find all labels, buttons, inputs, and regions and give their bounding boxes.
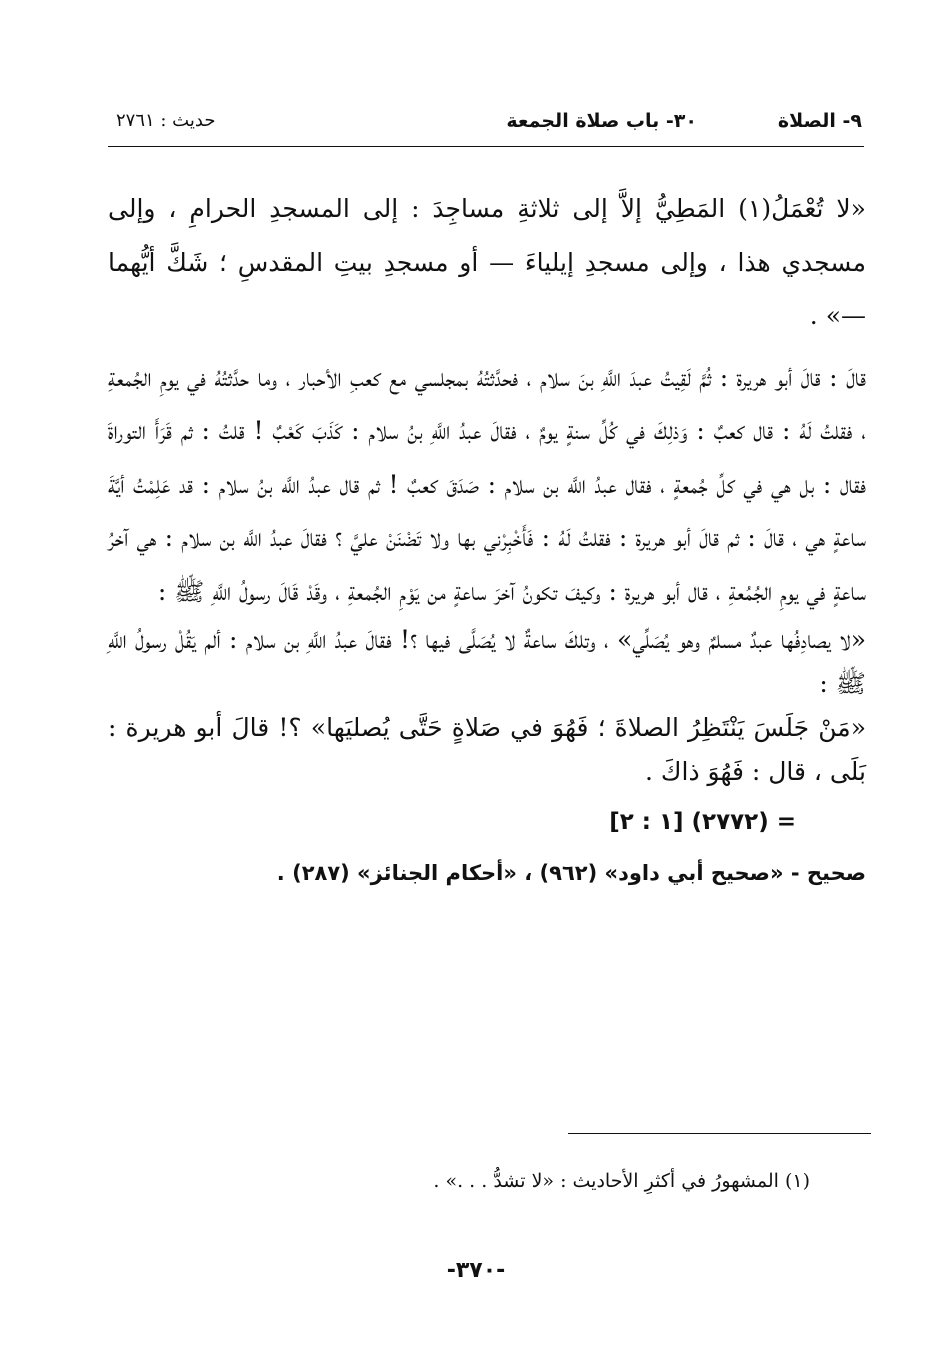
hadith-number: حديث : ٢٧٦١	[116, 110, 216, 131]
running-header	[110, 110, 862, 140]
footnote: (١) المشهورُ في أكثرِ الأحاديث : «لا تشدُّ . . .» .	[433, 1170, 810, 1192]
hadith-text-paragraph: «لا تُعْمَلُ(١) المَطِيُّ إلاَّ إلى ثلاثةِ مساجِدَ : إلى المسجدِ الحرامِ ، وإلى مسجدي هذا ، وإلى مسجدِ إيلياءَ — أو مسجدِ بيتِ المقدسِ ؛ شَكَّ أيُّهما —» .	[108, 194, 866, 330]
narration-paragraph: قالَ : قالَ أبو هريرة : ثُمَّ لَقِيتُ عبدَ اللَّهِ بنَ سلام ، فحدَّثتُهُ بمجلسي مع كعبِ الأحبار ، وما حدَّثتُهُ في يومِ الجُمعةِ ، فقلتُ لَهُ : قال كعبٌ : وَذلِكَ في كُلِّ سنةٍ يومٌ ، فقالَ عبدُ اللَّهِ بنُ سلام : كَذَبَ كَعْبٌ ! قلتُ : ثم قَرَأَ التوراةَ فقال : بل هي في كلِّ جُمعةٍ ، فقال عبدُ اللَّه بن سلام : صَدَقَ كعبٌ ! ثم قال عبدُ اللَّه بنُ سلام : قد عَلِمْتُ أيَّةَ ساعةٍ هي ، قالَ : ثم قالَ أبو هريرة : فقلتُ لَهُ : فَأَخْبِرْني بها ولا تَضْنَنْ عليَّ ؟ فقالَ عبدُ اللَّه بن سلام : هي آخرُ ساعةٍ في يومِ الجُمُعةِ ، قال أبو هريرة : وكيفَ تكونُ آخرَ ساعةٍ من يَوْمِ الجُمعةِ ، وقَدْ قَالَ رسولُ اللَّهِ ﷺ :	[108, 362, 866, 606]
footnote-rule	[568, 1133, 871, 1134]
hadith-grading: صحيح - «صحيح أبي داود» (٩٦٢) ، «أحكام الجنائز» (٢٨٧) .	[276, 861, 866, 885]
chapter-title: ٩- الصلاة	[777, 110, 862, 132]
header-rule	[108, 146, 864, 147]
main-text	[108, 182, 866, 896]
quote-paragraph: «لا يصادِفُها عبدٌ مسلمٌ وهو يُصَلِّي» ، وتلكَ ساعةٌ لا يُصَلَّى فيها ؟! فقالَ عبدُ اللَّهِ بن سلام : ألم يَقُلْ رسولُ اللَّهِ ﷺ :	[108, 625, 866, 698]
quote-paragraph: «مَنْ جَلَسَ يَنْتَظِرُ الصلاةَ ؛ فَهُوَ في صَلاةٍ حَتَّى يُصليَها» ؟! قالَ أبو هريرة : بَلَى ، قال : فَهُوَ ذاكَ .	[108, 713, 866, 786]
cross-reference: = (٢٧٧٢) [١ : ٢]	[609, 809, 796, 835]
page-number: -٣٧٠-	[446, 1258, 506, 1283]
section-title: ٣٠- باب صلاة الجمعة	[506, 110, 697, 132]
